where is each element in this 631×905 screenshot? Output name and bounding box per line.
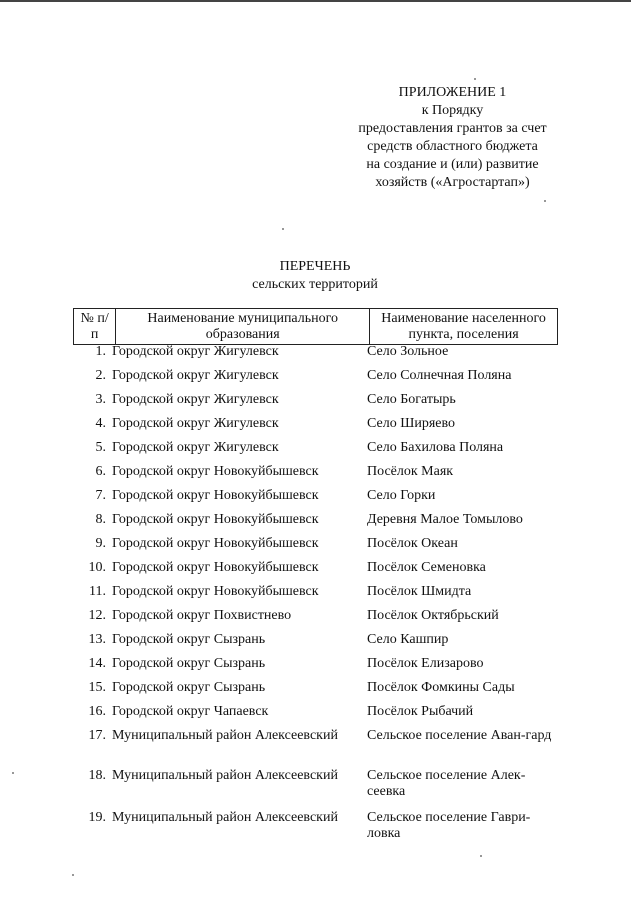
row-num: 18.: [88, 768, 106, 783]
appendix-line: средств областного бюджета: [367, 139, 538, 154]
row-settlement: Село Зольное: [367, 344, 449, 359]
row-municipality: Городской округ Жигулевск: [112, 416, 279, 431]
appendix-line: предоставления грантов за счет: [358, 121, 547, 136]
row-settlement: Село Солнечная Поляна: [367, 368, 512, 383]
table-header: [73, 308, 558, 345]
table-row: [73, 608, 563, 632]
row-settlement: Посёлок Рыбачий: [367, 704, 474, 719]
row-settlement: Посёлок Маяк: [367, 464, 454, 479]
row-num: 17.: [88, 728, 106, 743]
header-row: [74, 309, 558, 345]
table-body: [73, 344, 563, 850]
table-row: [73, 488, 563, 512]
row-municipality: Городской округ Сызрань: [112, 656, 266, 671]
appendix-line: хозяйств («Агростартап»): [375, 175, 530, 190]
row-municipality: Городской округ Жигулевск: [112, 344, 279, 359]
row-settlement: Село Ширяево: [367, 416, 455, 431]
table-row: [73, 392, 563, 416]
row-settlement: Сельское поселение Гаври-ловка: [367, 810, 531, 841]
table-row: [73, 704, 563, 728]
row-num: 16.: [88, 704, 106, 719]
row-municipality: Городской округ Новокуйбышевск: [112, 464, 319, 479]
row-municipality: Городской округ Чапаевск: [112, 704, 269, 719]
row-municipality: Городской округ Жигулевск: [112, 368, 279, 383]
row-municipality: Городской округ Сызрань: [112, 680, 266, 695]
scan-speck: [544, 200, 546, 202]
row-settlement: Деревня Малое Томылово: [367, 512, 523, 527]
table-row: [73, 584, 563, 608]
row-municipality: Городской округ Жигулевск: [112, 440, 279, 455]
row-settlement: Посёлок Океан: [367, 536, 458, 551]
table-row: [73, 368, 563, 392]
row-num: 5.: [95, 440, 106, 455]
row-num: 13.: [88, 632, 106, 647]
header-settlement: Наименование населенного пункта, поселения: [370, 309, 558, 345]
row-municipality: Муниципальный район Алексеевский: [112, 768, 338, 783]
row-municipality: Городской округ Похвистнево: [112, 608, 292, 623]
appendix-line: на создание и (или) развитие: [366, 157, 539, 172]
row-num: 8.: [95, 512, 106, 527]
table-row: [73, 632, 563, 656]
list-subtitle: сельских территорий: [252, 277, 378, 292]
row-settlement: Посёлок Семеновка: [367, 560, 486, 575]
row-settlement: Село Богатырь: [367, 392, 456, 407]
row-num: 2.: [95, 368, 106, 383]
list-heading: [180, 258, 450, 294]
table-row: [73, 810, 563, 850]
table-row: [73, 440, 563, 464]
row-settlement: Село Горки: [367, 488, 436, 503]
row-num: 4.: [95, 416, 106, 431]
row-municipality: Городской округ Новокуйбышевск: [112, 584, 319, 599]
row-num: 7.: [95, 488, 106, 503]
row-settlement: Сельское поселение Аван-гард: [367, 728, 552, 743]
scan-speck: [474, 78, 476, 80]
header-num: № п/п: [74, 309, 116, 345]
header-municipality: Наименование муниципального образования: [116, 309, 370, 345]
scan-speck: [282, 228, 284, 230]
row-num: 15.: [88, 680, 106, 695]
appendix-line: к Порядку: [421, 103, 484, 118]
table-row: [73, 344, 563, 368]
row-settlement: Посёлок Елизарово: [367, 656, 484, 671]
row-municipality: Городской округ Сызрань: [112, 632, 266, 647]
row-num: 11.: [89, 584, 106, 599]
list-title: ПЕРЕЧЕНЬ: [279, 259, 351, 274]
row-num: 3.: [95, 392, 106, 407]
table-row: [73, 560, 563, 584]
top-edge-line: [0, 0, 631, 2]
row-municipality: Городской округ Новокуйбышевск: [112, 536, 319, 551]
row-num: 12.: [88, 608, 106, 623]
appendix-title: ПРИЛОЖЕНИЕ 1: [398, 85, 507, 100]
scan-speck: [12, 772, 14, 774]
table-row: [73, 464, 563, 488]
table-row: [73, 512, 563, 536]
row-municipality: Муниципальный район Алексеевский: [112, 810, 338, 825]
row-municipality: Городской округ Новокуйбышевск: [112, 488, 319, 503]
table-row: [73, 728, 563, 768]
row-municipality: Городской округ Новокуйбышевск: [112, 512, 319, 527]
row-num: 14.: [88, 656, 106, 671]
row-num: 10.: [88, 560, 106, 575]
table-row: [73, 768, 563, 810]
row-num: 19.: [88, 810, 106, 825]
row-settlement: Посёлок Шмидта: [367, 584, 472, 599]
table-row: [73, 680, 563, 704]
appendix-block: [345, 84, 560, 192]
table-row: [73, 656, 563, 680]
scan-speck: [480, 855, 482, 857]
table-row: [73, 536, 563, 560]
row-num: 9.: [95, 536, 106, 551]
row-num: 1.: [95, 344, 106, 359]
row-settlement: Посёлок Октябрьский: [367, 608, 499, 623]
row-num: 6.: [95, 464, 106, 479]
row-municipality: Городской округ Жигулевск: [112, 392, 279, 407]
row-settlement: Село Кашпир: [367, 632, 449, 647]
row-municipality: Муниципальный район Алексеевский: [112, 728, 338, 743]
row-settlement: Сельское поселение Алек-сеевка: [367, 768, 526, 799]
row-settlement: Посёлок Фомкины Сады: [367, 680, 515, 695]
row-municipality: Городской округ Новокуйбышевск: [112, 560, 319, 575]
scan-speck: [72, 874, 74, 876]
row-settlement: Село Бахилова Поляна: [367, 440, 504, 455]
table-row: [73, 416, 563, 440]
